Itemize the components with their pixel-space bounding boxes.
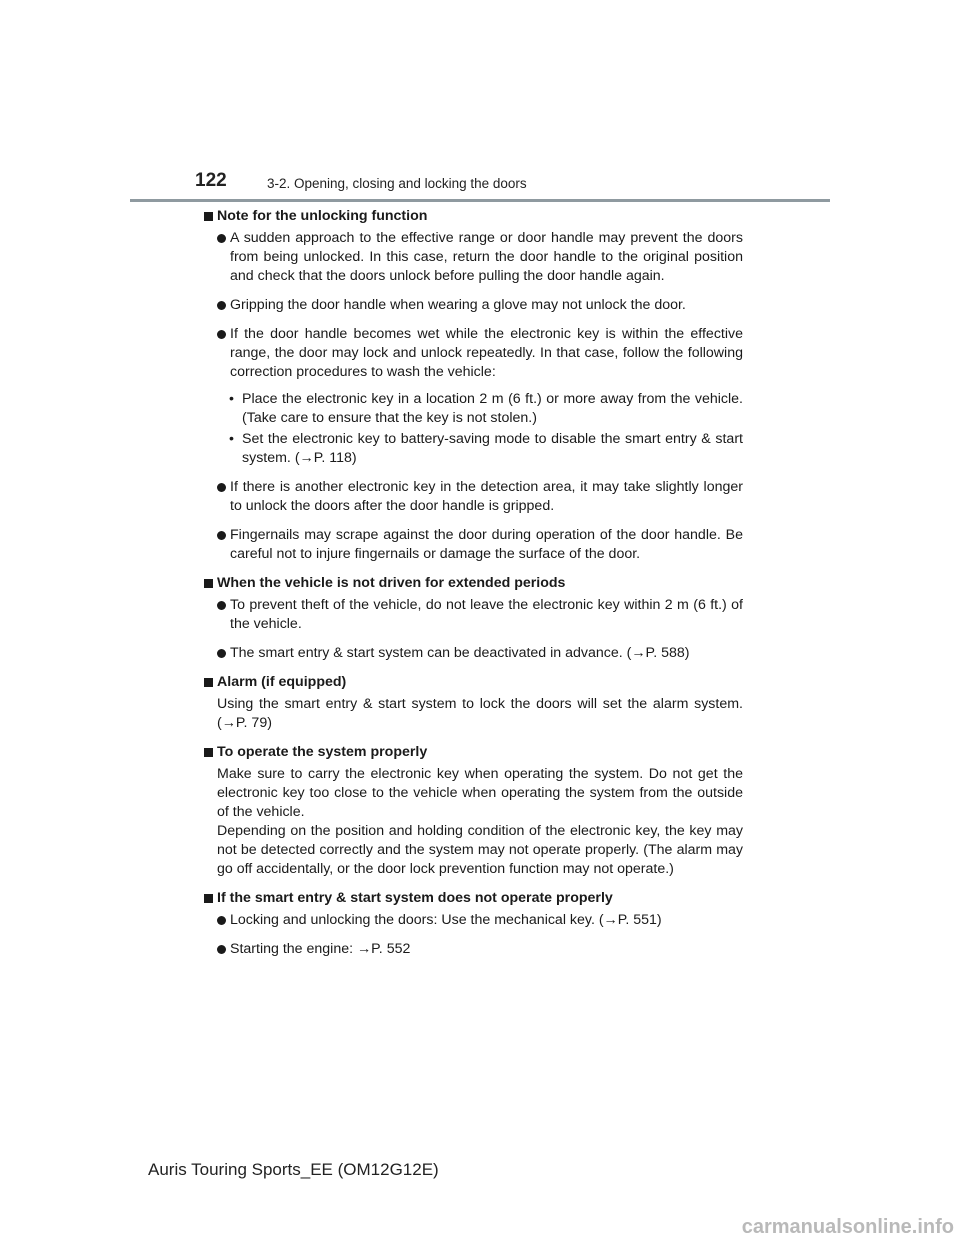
- page-number: 122: [195, 170, 227, 191]
- section-heading: If the smart entry & start system does not operate properly: [204, 889, 743, 908]
- sub-bullet-icon: •: [229, 431, 234, 447]
- section-heading: Alarm (if equipped): [204, 673, 743, 692]
- sub-item-text: Place the electronic key in a location 2 m (6 ft.) or more away from the vehicle. (Take care to ensure that the key is not stolen.): [242, 391, 743, 426]
- bullet-dot-icon: [217, 601, 226, 610]
- watermark: carmanualsonline.info: [741, 1216, 954, 1238]
- bullet-dot-icon: [217, 330, 226, 339]
- bullet-text: Starting the engine: →P. 552: [230, 941, 411, 957]
- bullet-item: [217, 644, 743, 663]
- bullet-item: [217, 325, 743, 382]
- page-header: [0, 0, 960, 205]
- page-content: [217, 207, 743, 969]
- bullet-text: If the door handle becomes wet while the electronic key is within the effective range, the door may lock and unlock repeatedly. In that case, follow the following correction procedures to wash the vehicle:: [230, 326, 743, 380]
- section-heading: To operate the system properly: [204, 743, 743, 762]
- sub-item-text: Set the electronic key to battery-saving mode to disable the smart entry & start system. (→P. 118): [242, 431, 743, 466]
- section-extended-periods: [217, 574, 743, 663]
- bullet-text: Gripping the door handle when wearing a glove may not unlock the door.: [230, 297, 686, 313]
- sub-item: [217, 430, 743, 468]
- bullet-text: The smart entry & start system can be deactivated in advance. (→P. 588): [230, 645, 690, 661]
- bullet-dot-icon: [217, 916, 226, 925]
- bullet-dot-icon: [217, 234, 226, 243]
- section-title: 3-2. Opening, closing and locking the doors: [267, 176, 527, 191]
- sub-list: [217, 390, 743, 468]
- bullet-item: [217, 940, 743, 959]
- bullet-dot-icon: [217, 301, 226, 310]
- bullet-item: [217, 911, 743, 930]
- sub-bullet-icon: •: [229, 391, 234, 407]
- bullet-text: To prevent theft of the vehicle, do not leave the electronic key within 2 m (6 ft.) of the vehicle.: [230, 597, 743, 632]
- bullet-dot-icon: [217, 649, 226, 658]
- section-operate-properly: [217, 743, 743, 879]
- bullet-dot-icon: [217, 483, 226, 492]
- section-alarm: [217, 673, 743, 733]
- bullet-text: Fingernails may scrape against the door during operation of the door handle. Be careful not to injure fingernails or damage the surface of the door.: [230, 527, 743, 562]
- header-divider: [130, 199, 830, 202]
- section-unlocking-function: [217, 207, 743, 564]
- bullet-dot-icon: [217, 945, 226, 954]
- bullet-item: [217, 296, 743, 315]
- paragraph: Depending on the position and holding condition of the electronic key, the key may not be detected correctly and the system may not operate properly. (The alarm may go off accidentally, or the door lock prevention function may not operate.): [217, 823, 743, 877]
- sub-item: [217, 390, 743, 428]
- section-heading: When the vehicle is not driven for extended periods: [204, 574, 743, 593]
- bullet-text: Locking and unlocking the doors: Use the mechanical key. (→P. 551): [230, 912, 662, 928]
- bullet-text: If there is another electronic key in the detection area, it may take slightly longer to unlock the doors after the door handle is gripped.: [230, 479, 743, 514]
- bullet-text: A sudden approach to the effective range or door handle may prevent the doors from being unlocked. In this case, return the door handle to the original position and check that the doors unlock before pulling the door handle again.: [230, 230, 743, 284]
- bullet-item: [217, 596, 743, 634]
- section-not-operate: [217, 889, 743, 959]
- paragraph: Make sure to carry the electronic key when operating the system. Do not get the electronic key too close to the vehicle when operating the system from the outside of the vehicle.: [217, 766, 743, 820]
- bullet-item: [217, 478, 743, 516]
- paragraph: Using the smart entry & start system to lock the doors will set the alarm system. (→P. 79): [217, 696, 743, 731]
- bullet-item: [217, 229, 743, 286]
- section-heading: Note for the unlocking function: [204, 207, 743, 226]
- bullet-item: [217, 526, 743, 564]
- bullet-dot-icon: [217, 531, 226, 540]
- manual-title-footer: Auris Touring Sports_EE (OM12G12E): [148, 1160, 439, 1179]
